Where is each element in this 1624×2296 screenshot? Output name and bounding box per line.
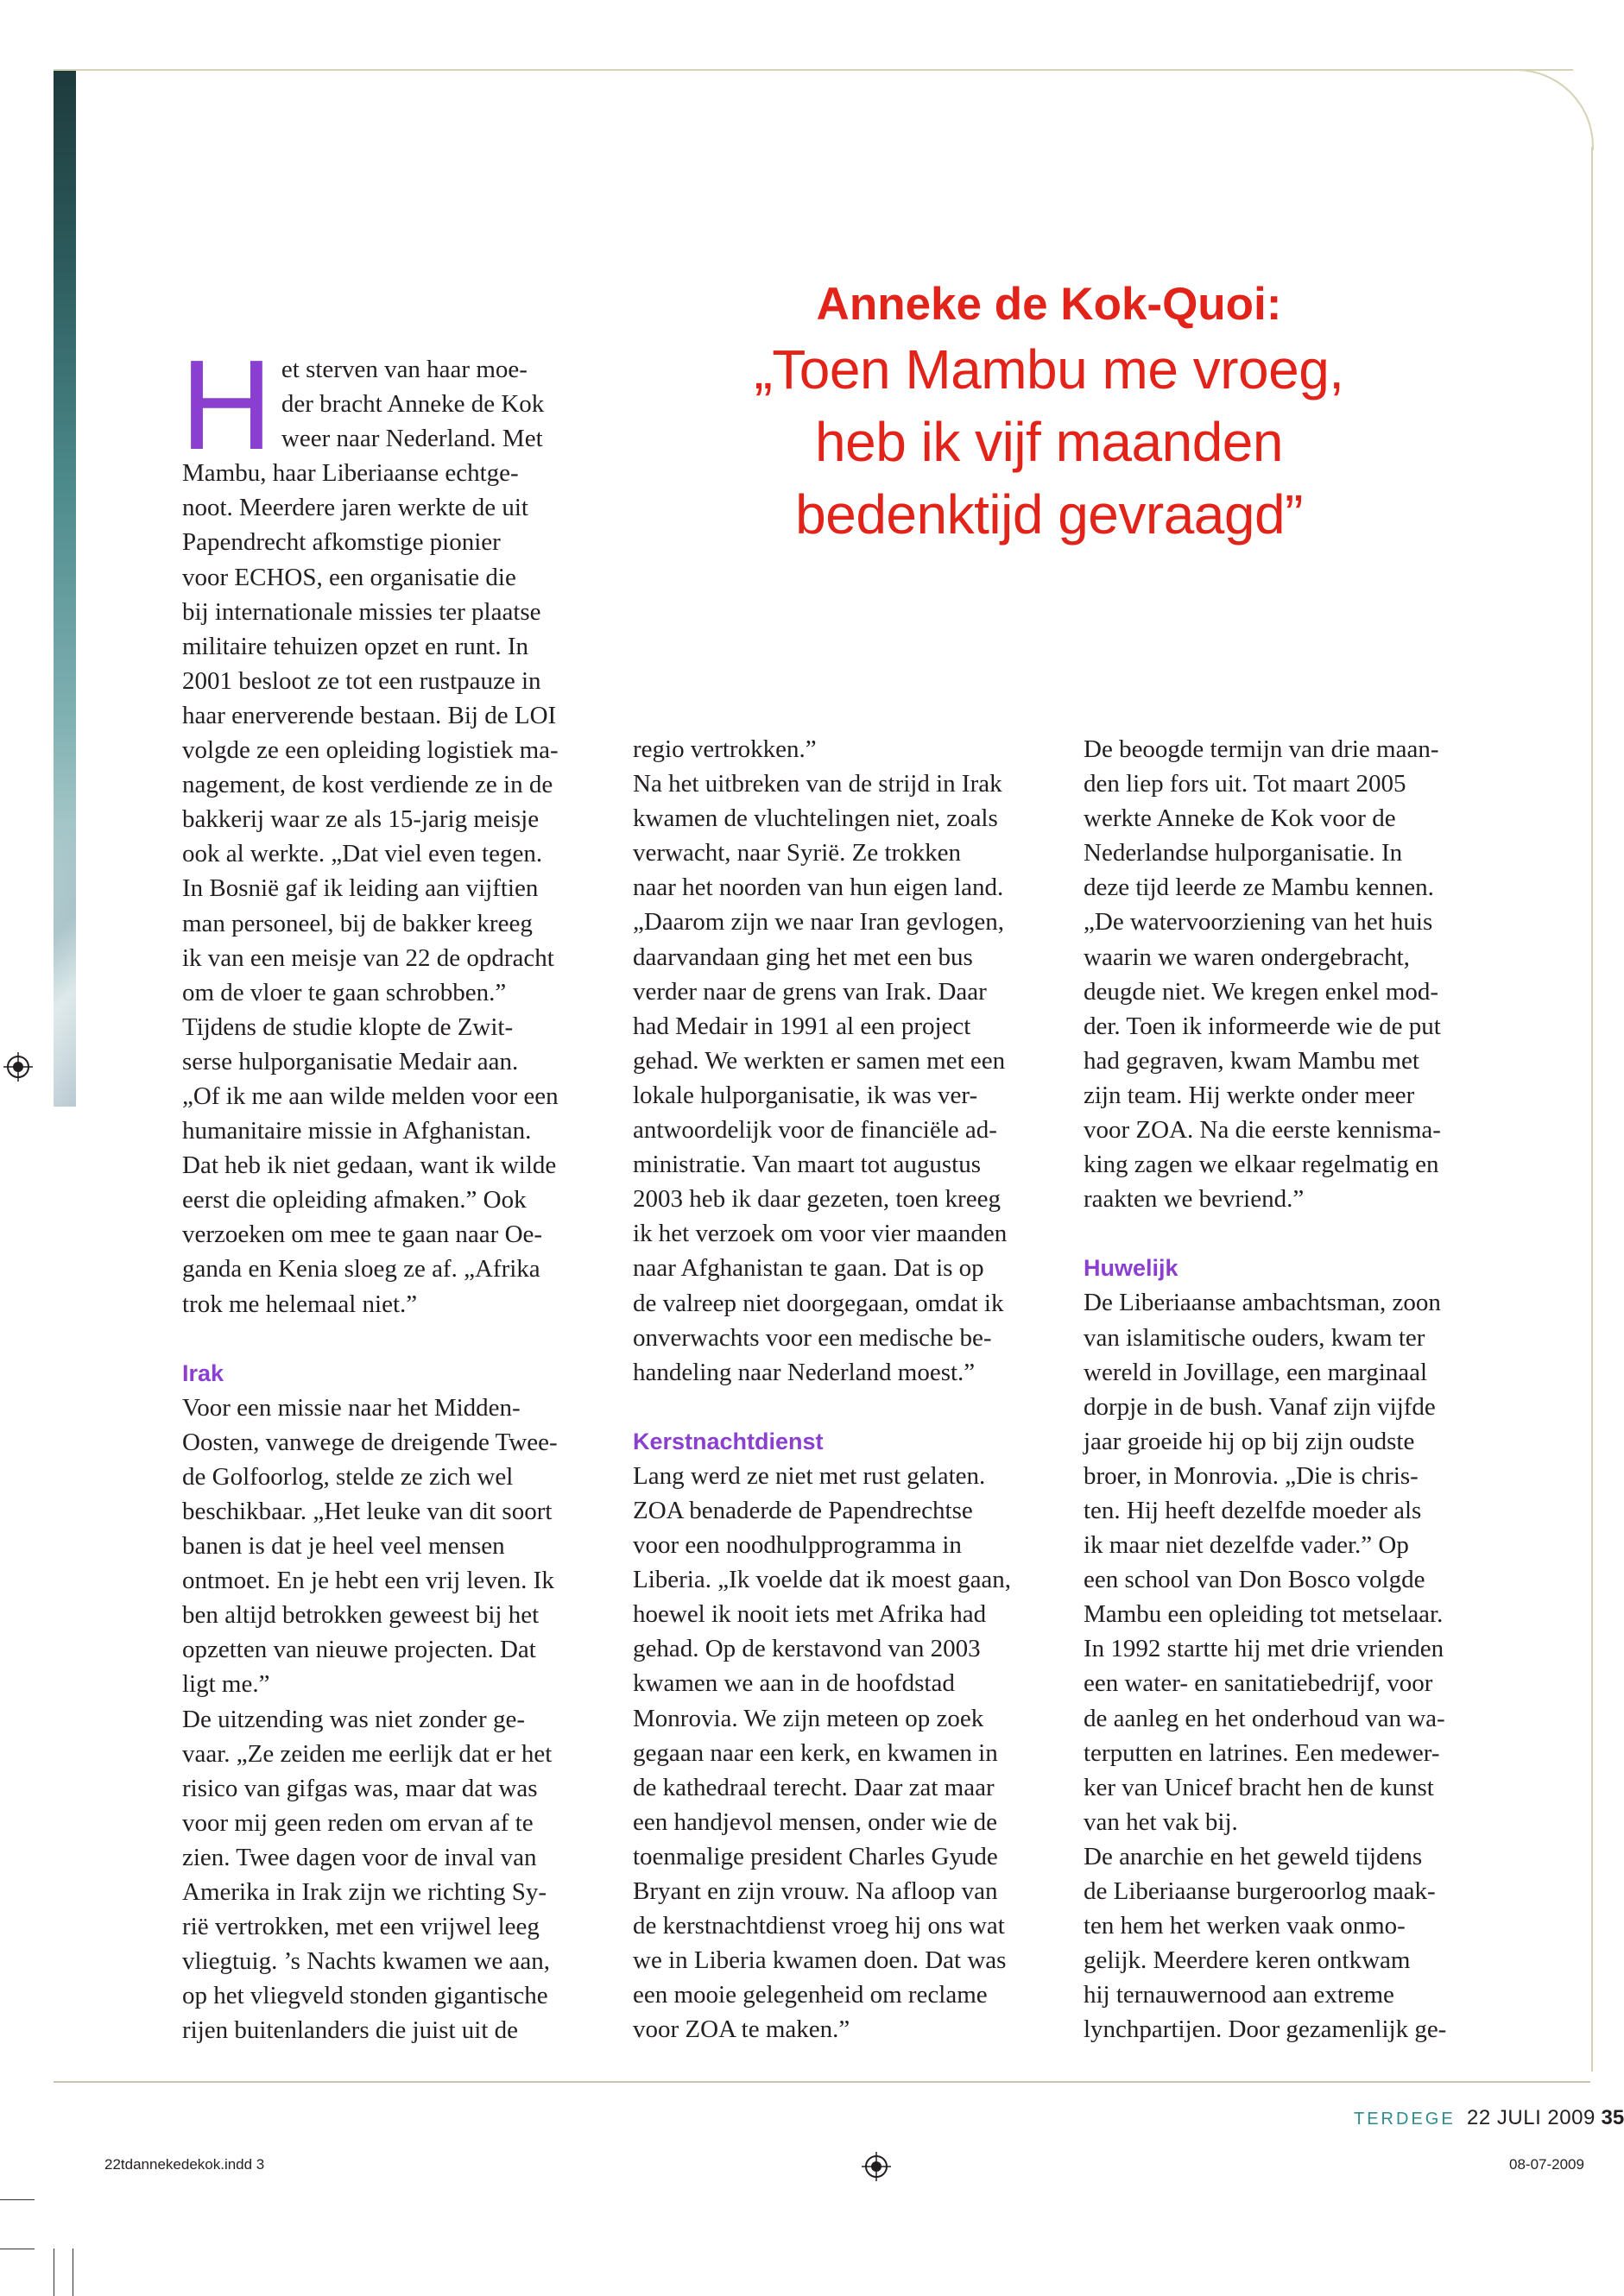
- text-line: De uitzending was niet zonder ge-: [182, 1705, 525, 1733]
- text-line: militaire tehuizen opzet en runt. In: [182, 632, 529, 660]
- page-footer: [1354, 2106, 1624, 2130]
- text-line: nagement, de kost verdiende ze in de: [182, 771, 553, 799]
- page-number: 35: [1601, 2106, 1624, 2129]
- text-line: ZOA benaderde de Papendrechtse: [633, 1496, 973, 1524]
- body-lines: [182, 1391, 605, 2048]
- text-line: trok me helemaal niet.”: [182, 1290, 418, 1318]
- text-line: De anarchie en het geweld tijdens: [1084, 1842, 1423, 1870]
- article-column-3: [1084, 732, 1507, 2047]
- text-line: Monrovia. We zijn meteen op zoek: [633, 1704, 984, 1732]
- text-line: „Daarom zijn we naar Iran gevlogen,: [633, 908, 1004, 937]
- text-line: haar enerverende bestaan. Bij de LOI: [182, 701, 557, 729]
- headline-quote-line: bedenktijd gevraagd”: [795, 483, 1303, 546]
- headline-name: Anneke de Kok-Quoi:: [816, 279, 1282, 330]
- text-line: Tijdens de studie klopte de Zwit-: [182, 1012, 514, 1041]
- text-line: de kerstnachtdienst vroeg hij ons wat: [633, 1912, 1005, 1940]
- text-line: een water- en sanitatiebedrijf, voor: [1084, 1669, 1433, 1698]
- body-lines: [1084, 732, 1507, 1216]
- text-line: lokale hulporganisatie, ik was ver-: [633, 1081, 978, 1109]
- text-line: serse hulporganisatie Medair aan.: [182, 1047, 519, 1075]
- text-line: de valreep niet doorgegaan, omdat ik: [633, 1289, 1004, 1317]
- text-line: bij internationale missies ter plaatse: [182, 597, 541, 626]
- text-line: had Medair in 1991 al een project: [633, 1012, 971, 1040]
- text-line: had gegraven, kwam Mambu met: [1084, 1046, 1419, 1075]
- subhead-kerstnachtdienst: Kerstnachtdienst: [633, 1428, 824, 1454]
- text-line: verder naar de grens van Irak. Daar: [633, 977, 987, 1006]
- text-line: verzoeken om mee te gaan naar Oe-: [182, 1221, 543, 1249]
- text-line: zien. Twee dagen voor de inval van: [182, 1843, 537, 1871]
- text-line: een handjevol mensen, onder wie de: [633, 1807, 997, 1836]
- text-line: verwacht, naar Syrië. Ze trokken: [633, 839, 962, 867]
- text-line: rijen buitenlanders die juist uit de: [182, 2016, 518, 2045]
- text-line: voor een noodhulpprogramma in: [633, 1531, 962, 1560]
- frame-right-rule: [1591, 147, 1593, 2072]
- text-line: hoewel ik nooit iets met Afrika had: [633, 1600, 987, 1629]
- text-line: ker van Unicef bracht hen de kunst: [1084, 1773, 1434, 1801]
- text-line: De beoogde termijn van drie maan-: [1084, 735, 1439, 763]
- text-line: regio vertrokken.”: [633, 735, 817, 763]
- text-line: gehad. We werkten er samen met een: [633, 1046, 1006, 1075]
- text-line: et sterven van haar moe-: [281, 356, 528, 383]
- text-line: voor ECHOS, een organisatie die: [182, 563, 516, 591]
- text-line: werkte Anneke de Kok voor de: [1084, 804, 1396, 833]
- text-line: eerst die opleiding afmaken.” Ook: [182, 1186, 527, 1214]
- text-line: we in Liberia kwamen doen. Dat was: [633, 1946, 1007, 1975]
- text-line: ten. Hij heeft dezelfde moeder als: [1084, 1496, 1422, 1524]
- text-line: van het vak bij.: [1084, 1807, 1238, 1836]
- text-line: „Of ik me aan wilde melden voor een: [182, 1082, 559, 1110]
- text-line: antwoordelijk voor de financiële ad-: [633, 1116, 997, 1145]
- body-lines: [633, 732, 1056, 1390]
- text-line: ministratie. Van maart tot augustus: [633, 1151, 981, 1179]
- text-line: om de vloer te gaan schrobben.”: [182, 978, 507, 1006]
- text-line: Oosten, vanwege de dreigende Twee-: [182, 1428, 558, 1456]
- text-line: rië vertrokken, met een vrijwel leeg: [182, 1913, 540, 1941]
- frame-bottom-rule: [54, 2081, 1590, 2083]
- text-line: Papendrecht afkomstige pionier: [182, 528, 501, 557]
- registration-mark-icon: [3, 1052, 33, 1082]
- text-line: vliegtuig. ’s Nachts kwamen we aan,: [182, 1947, 551, 1976]
- text-line: broer, in Monrovia. „Die is chris-: [1084, 1461, 1419, 1490]
- text-line: der. Toen ik informeerde wie de put: [1084, 1012, 1441, 1040]
- text-line: In Bosnië gaf ik leiding aan vijftien: [182, 874, 539, 903]
- text-line: weer naar Nederland. Met: [281, 425, 543, 453]
- text-line: een school van Don Bosco volgde: [1084, 1566, 1425, 1594]
- headline-quote-line: „Toen Mambu me vroeg,: [754, 338, 1344, 401]
- text-line: lynchpartijen. Door gezamenlijk ge-: [1084, 2015, 1447, 2044]
- text-line: ik van een meisje van 22 de opdracht: [182, 943, 554, 972]
- article-column-1: [180, 334, 605, 2048]
- text-line: jaar groeide hij op bij zijn oudste: [1084, 1427, 1415, 1455]
- text-line: hij ternauwernood aan extreme: [1084, 1981, 1394, 2009]
- text-line: gelijk. Meerdere keren ontkwam: [1084, 1946, 1411, 1975]
- text-line: naar het noorden van hun eigen land.: [633, 874, 1004, 902]
- text-line: raakten we bevriend.”: [1084, 1185, 1305, 1214]
- text-line: op het vliegveld stonden gigantische: [182, 1982, 548, 2010]
- text-line: kwamen de vluchtelingen niet, zoals: [633, 804, 998, 833]
- text-line: toenmalige president Charles Gyude: [633, 1842, 998, 1870]
- body-lines: [633, 1459, 1056, 2047]
- text-line: „De watervoorziening van het huis: [1084, 908, 1433, 937]
- text-line: terputten en latrines. Een medewer-: [1084, 1738, 1440, 1767]
- text-line: De Liberiaanse ambachtsman, zoon: [1084, 1289, 1441, 1317]
- text-line: beschikbaar. „Het leuke van dit soort: [182, 1498, 553, 1525]
- photo-edge-strip: [54, 71, 76, 1107]
- article-headline: [604, 276, 1494, 551]
- frame-rounded-corner: [1513, 69, 1594, 150]
- text-line: king zagen we elkaar regelmatig en: [1084, 1151, 1439, 1179]
- file-slug: 22tdannekedekok.indd 3: [104, 2156, 265, 2173]
- text-line: ik maar niet dezelfde vader.” Op: [1084, 1531, 1409, 1560]
- text-line: Mambu, haar Liberiaanse echtge-: [182, 459, 519, 488]
- text-line: Na het uitbreken van de strijd in Irak: [633, 770, 1002, 798]
- print-date: 08-07-2009: [1509, 2156, 1584, 2173]
- text-line: ben altijd betrokken geweest bij het: [182, 1601, 540, 1630]
- text-line: Mambu een opleiding tot metselaar.: [1084, 1600, 1444, 1629]
- text-line: dorpje in de bush. Vanaf zijn vijfde: [1084, 1392, 1436, 1421]
- text-line: gegaan naar een kerk, en kwamen in: [633, 1738, 998, 1767]
- text-line: In 1992 startte hij met drie vrienden: [1084, 1635, 1444, 1663]
- text-line: Bryant en zijn vrouw. Na afloop van: [633, 1877, 998, 1905]
- text-line: onverwachts voor een medische be-: [633, 1323, 992, 1352]
- crop-mark: [0, 2199, 35, 2200]
- text-line: ontmoet. En je hebt een vrij leven. Ik: [182, 1567, 554, 1595]
- text-line: volgde ze een opleiding logistiek ma-: [182, 736, 559, 765]
- text-line: man personeel, bij de bakker kreeg: [182, 909, 533, 937]
- text-line: noot. Meerdere jaren werkte de uit: [182, 494, 528, 522]
- headline-quote-line: heb ik vijf maanden: [815, 411, 1283, 473]
- text-line: der bracht Anneke de Kok: [281, 390, 545, 419]
- text-line: de Golfoorlog, stelde ze zich wel: [182, 1462, 514, 1491]
- text-line: ten hem het werken vaak onmo-: [1084, 1912, 1406, 1940]
- text-line: gehad. Op de kerstavond van 2003: [633, 1635, 981, 1663]
- text-line: Voor een missie naar het Midden-: [182, 1393, 521, 1422]
- text-line: risico van gifgas was, maar dat was: [182, 1774, 538, 1802]
- text-line: humanitaire missie in Afghanistan.: [182, 1117, 532, 1145]
- text-line: waarin we waren ondergebracht,: [1084, 943, 1410, 971]
- issue-date: 22 JULI 2009: [1467, 2106, 1596, 2129]
- text-line: kwamen we aan in de hoofdstad: [633, 1669, 955, 1698]
- text-line: 2003 heb ik daar gezeten, toen kreeg: [633, 1185, 1001, 1214]
- text-line: den liep fors uit. Tot maart 2005: [1084, 770, 1406, 798]
- text-line: daarvandaan ging het met een bus: [633, 943, 973, 971]
- text-line: Liberia. „Ik voelde dat ik moest gaan,: [633, 1566, 1012, 1594]
- text-line: 2001 besloot ze tot een rustpauze in: [182, 666, 541, 695]
- subhead-irak: Irak: [182, 1359, 224, 1386]
- text-line: de kathedraal terecht. Daar zat maar: [633, 1773, 995, 1801]
- text-line: van islamitische ouders, kwam ter: [1084, 1323, 1425, 1352]
- magazine-name: TERDEGE: [1354, 2110, 1456, 2129]
- text-line: ook al werkte. „Dat viel even tegen.: [182, 840, 543, 868]
- text-line: vaar. „Ze zeiden me eerlijk dat er het: [182, 1739, 553, 1768]
- text-line: een mooie gelegenheid om reclame: [633, 1981, 988, 2009]
- text-line: wereld in Jovillage, een marginaal: [1084, 1358, 1428, 1386]
- text-line: de aanleg en het onderhoud van wa-: [1084, 1704, 1445, 1732]
- text-line: de Liberiaanse burgeroorlog maak-: [1084, 1877, 1436, 1905]
- body-lines: [180, 334, 605, 1321]
- body-lines: [1084, 1285, 1507, 2047]
- text-line: voor ZOA te maken.”: [633, 2015, 850, 2044]
- text-line: zijn team. Hij werkte onder meer: [1084, 1081, 1415, 1109]
- registration-mark-icon: [862, 2152, 891, 2181]
- text-line: opzetten van nieuwe projecten. Dat: [182, 1636, 536, 1664]
- article-column-2: [633, 732, 1056, 2047]
- text-line: ligt me.”: [182, 1670, 270, 1699]
- text-line: ganda en Kenia sloeg ze af. „Afrika: [182, 1255, 540, 1284]
- text-line: handeling naar Nederland moest.”: [633, 1358, 976, 1386]
- text-line: bakkerij waar ze als 15-jarig meisje: [182, 805, 540, 834]
- text-line: ik het verzoek om voor vier maanden: [633, 1220, 1008, 1248]
- subhead-huwelijk: Huwelijk: [1084, 1255, 1179, 1282]
- text-line: deugde niet. We kregen enkel mod-: [1084, 977, 1439, 1006]
- text-line: voor ZOA. Na die eerste kennisma-: [1084, 1116, 1441, 1145]
- text-line: Nederlandse hulporganisatie. In: [1084, 839, 1403, 867]
- text-line: deze tijd leerde ze Mambu kennen.: [1084, 874, 1434, 902]
- text-line: Amerika in Irak zijn we richting Sy-: [182, 1878, 547, 1907]
- frame-top-rule: [54, 69, 1573, 71]
- dropcap: H: [180, 334, 273, 476]
- text-line: banen is dat je heel veel mensen: [182, 1532, 505, 1561]
- text-line: Dat heb ik niet gedaan, want ik wilde: [182, 1151, 557, 1180]
- text-line: Lang werd ze niet met rust gelaten.: [633, 1461, 986, 1490]
- text-line: voor mij geen reden om ervan af te: [182, 1808, 534, 1837]
- text-line: naar Afghanistan te gaan. Dat is op: [633, 1254, 984, 1283]
